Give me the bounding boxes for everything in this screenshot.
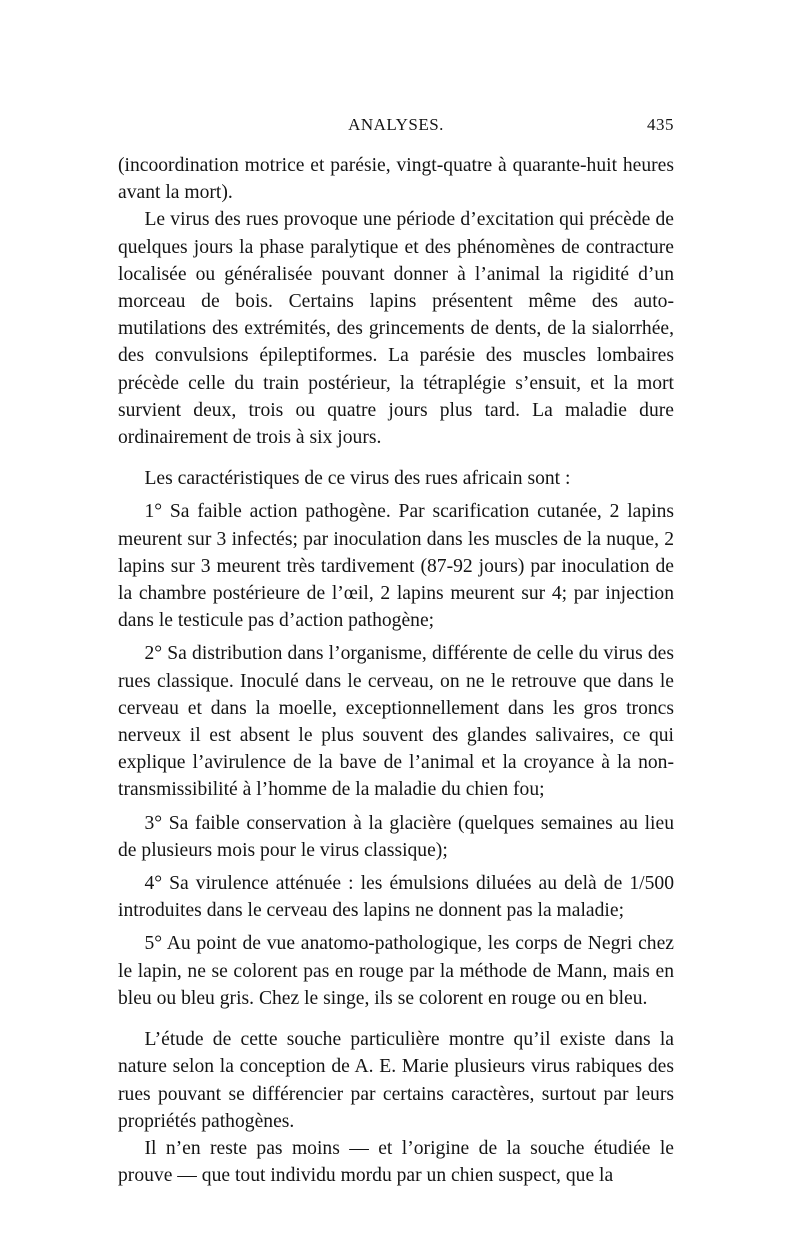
list-item-2: 2° Sa distribution dans l’organisme, différente de celle du virus des rues classique. Inoculé dans le cerveau, on ne le retrouve que dans le cerveau et dans la moelle, exceptionnellement dans les gros troncs nerveux il est absent le plus souvent des glandes salivaires, ce qui explique l’avirulence de la bave de l’animal et la croyance à la non-transmissibilité à l’homme de la maladie du chien fou;	[118, 643, 674, 801]
list-item-3: 3° Sa faible conservation à la glacière (quelques semaines au lieu de plusieurs mois pour le virus classique);	[118, 812, 674, 861]
paragraph-final: Il n’en reste pas moins — et l’origine de la souche étudiée le prouve — que tout individu mordu par un chien suspect, que la	[118, 1137, 674, 1187]
running-title: ANALYSES.	[348, 115, 444, 134]
list-item-5: 5° Au point de vue anatomo-pathologique, les corps de Negri chez le lapin, ne se colorent pas en rouge par la méthode de Mann, mais en bleu ou bleu gris. Chez le singe, ils se colorent en rouge ou en bleu.	[118, 933, 674, 1009]
paragraph-characteristics-intro: Les caractéristiques de ce virus des rues africain sont :	[144, 468, 571, 490]
paragraph-conclusion: L’étude de cette souche particulière montre qu’il existe dans la nature selon la conception de A. E. Marie plusieurs virus rabiques des rues pouvant se différencier par certains caractères, surtout par leurs propriétés pathogènes.	[118, 1029, 674, 1132]
paragraph-street-virus: Le virus des rues provoque une période d’excitation qui précède de quelques jours la phase paralytique et des phénomènes de contracture localisée ou généralisée pouvant donner à l’animal la rigidité d’un morceau de bois. Certains lapins présentent même des auto-mutilations des extrémités, des grincements de dents, de la sialorrhée, des convulsions épileptiformes. La parésie des muscles lombaires précède celle du train postérieur, la tétraplégie s’ensuit, et la mort survient deux, trois ou quatre jours plus tard. La maladie dure ordinairement de trois à six jours.	[118, 209, 674, 449]
running-head	[118, 115, 674, 141]
body-text	[118, 152, 674, 1189]
page-number: 435	[647, 115, 674, 134]
list-item-4: 4° Sa virulence atténuée : les émulsions diluées au delà de 1/500 introduites dans le cerveau des lapins ne donnent pas la maladie;	[118, 873, 674, 922]
paragraph-continuation: (incoordination motrice et parésie, vingt-quatre à quarante-huit heures avant la mort).	[118, 155, 674, 204]
list-item-1: 1° Sa faible action pathogène. Par scarification cutanée, 2 lapins meurent sur 3 infectés; par inoculation dans les muscles de la nuque, 2 lapins sur 3 meurent très tardivement (87-92 jours) par inoculation de la chambre postérieure de l’œil, 2 lapins meurent sur 4; par injection dans le testicule pas d’action pathogène;	[118, 501, 674, 632]
